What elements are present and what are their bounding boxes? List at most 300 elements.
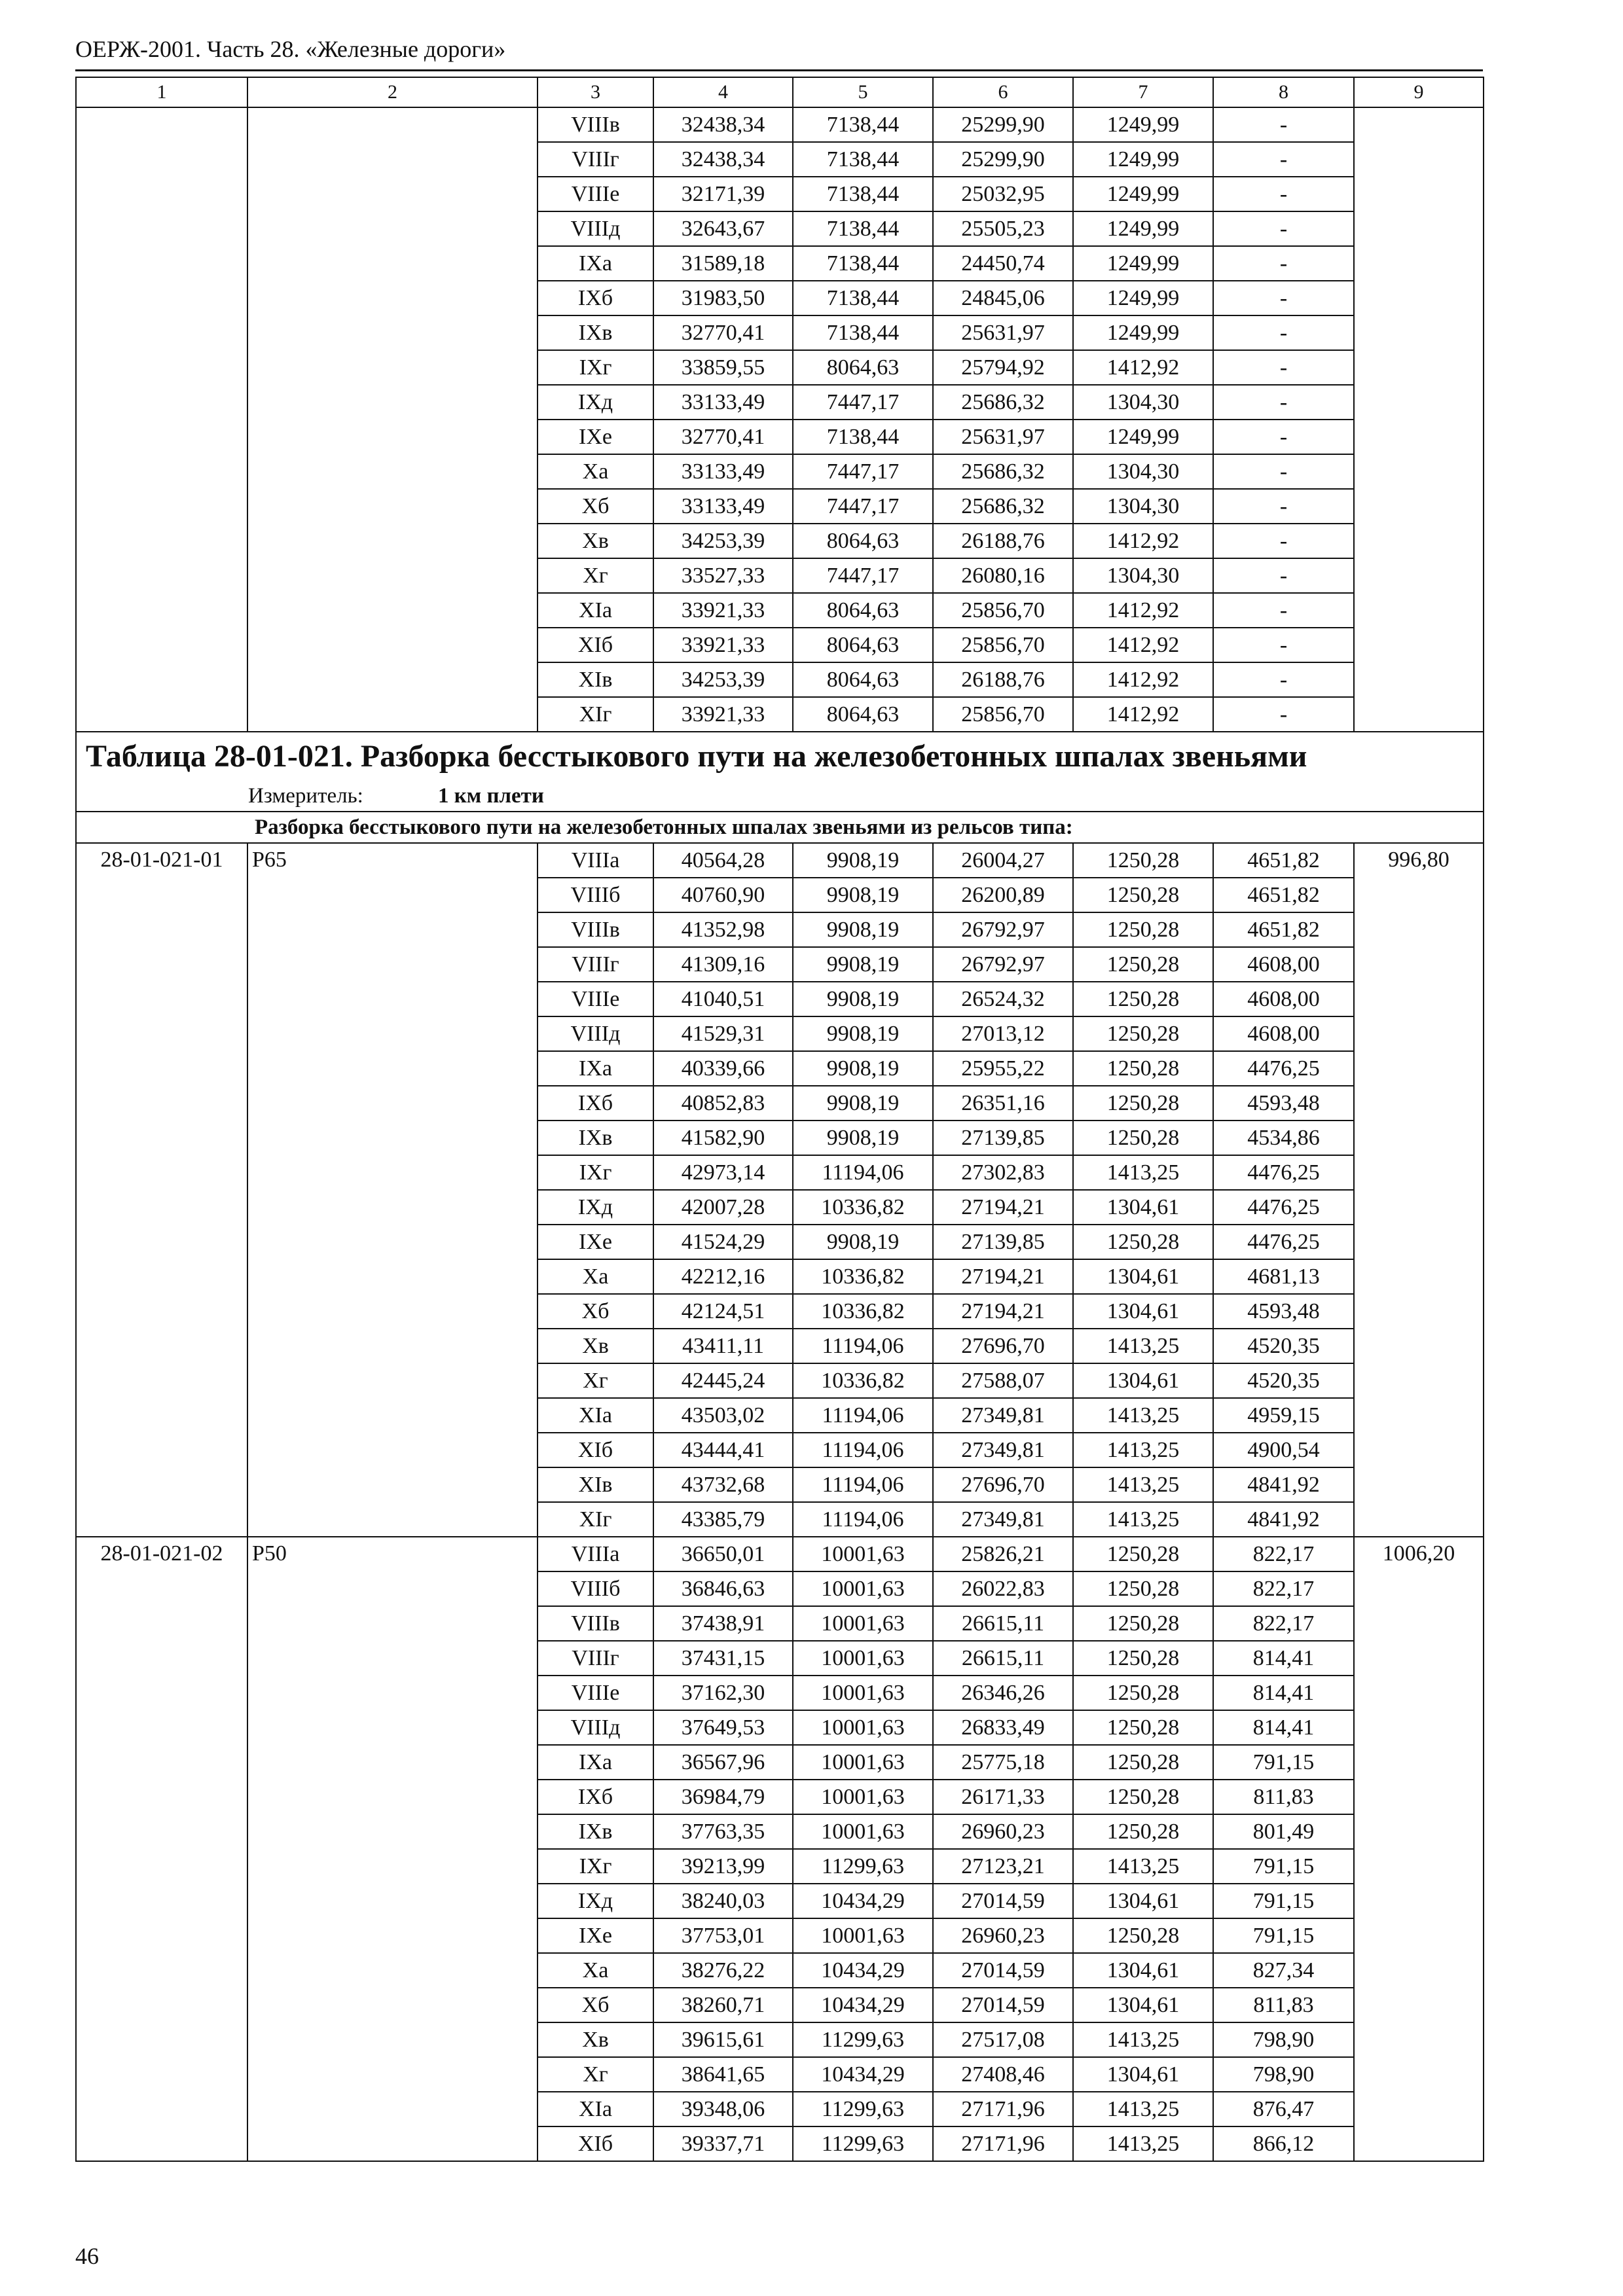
value-cell: - — [1213, 489, 1354, 524]
value-cell: 4593,48 — [1213, 1294, 1354, 1329]
value-cell: 9908,19 — [793, 1051, 933, 1086]
value-cell: 26960,23 — [933, 1814, 1073, 1849]
value-cell: 1413,25 — [1073, 1433, 1213, 1467]
value-cell: 11299,63 — [793, 2022, 933, 2057]
value-cell: 33527,33 — [653, 558, 793, 593]
subtype-cell: VIIIд — [538, 1710, 653, 1745]
subtype-cell: VIIIб — [538, 878, 653, 912]
value-cell: 9908,19 — [793, 1225, 933, 1259]
value-cell: 7138,44 — [793, 107, 933, 142]
value-cell: 4841,92 — [1213, 1467, 1354, 1502]
value-cell: 25686,32 — [933, 489, 1073, 524]
value-cell: 1250,28 — [1073, 1918, 1213, 1953]
value-cell: 10336,82 — [793, 1363, 933, 1398]
value-cell: 9908,19 — [793, 982, 933, 1016]
value-cell: 10336,82 — [793, 1190, 933, 1225]
value-cell: 27171,96 — [933, 2092, 1073, 2126]
value-cell: 1250,28 — [1073, 878, 1213, 912]
value-cell: 26022,83 — [933, 1571, 1073, 1606]
value-cell: 822,17 — [1213, 1606, 1354, 1641]
value-cell: 1304,30 — [1073, 489, 1213, 524]
value-cell: 25686,32 — [933, 385, 1073, 420]
value-cell: 10001,63 — [793, 1606, 933, 1641]
value-cell: 25856,70 — [933, 697, 1073, 732]
value-cell: 1412,92 — [1073, 697, 1213, 732]
rail-type-cell: Р65 — [247, 843, 538, 1537]
value-cell: 791,15 — [1213, 1745, 1354, 1780]
value-cell: 26188,76 — [933, 662, 1073, 697]
value-cell: 876,47 — [1213, 2092, 1354, 2126]
value-cell: 7447,17 — [793, 385, 933, 420]
value-cell: 27349,81 — [933, 1433, 1073, 1467]
value-cell: 4651,82 — [1213, 912, 1354, 947]
value-cell: 1250,28 — [1073, 982, 1213, 1016]
column-number: 8 — [1213, 77, 1354, 107]
value-cell: 38641,65 — [653, 2057, 793, 2092]
value-cell: 39337,71 — [653, 2126, 793, 2161]
column-number: 2 — [247, 77, 538, 107]
subtype-cell: IXд — [538, 385, 653, 420]
subtype-cell: Xг — [538, 558, 653, 593]
value-cell: 1304,61 — [1073, 2057, 1213, 2092]
value-cell: 43503,02 — [653, 1398, 793, 1433]
value-cell: 1304,61 — [1073, 1884, 1213, 1918]
value-cell: - — [1213, 107, 1354, 142]
value-cell: 814,41 — [1213, 1676, 1354, 1710]
subtype-cell: IXе — [538, 1918, 653, 1953]
subtype-cell: Xв — [538, 1329, 653, 1363]
subtype-cell: VIIIг — [538, 142, 653, 177]
value-cell: 25856,70 — [933, 593, 1073, 628]
unit-value: 1 км плети — [438, 784, 544, 808]
value-cell: 27517,08 — [933, 2022, 1073, 2057]
value-cell: 26615,11 — [933, 1606, 1073, 1641]
value-cell: 9908,19 — [793, 1121, 933, 1155]
table-row — [76, 1537, 1484, 1571]
value-cell: 27194,21 — [933, 1294, 1073, 1329]
subtype-cell: IXб — [538, 1086, 653, 1121]
subtype-cell: XIб — [538, 1433, 653, 1467]
value-cell: 25505,23 — [933, 211, 1073, 246]
value-cell: 4651,82 — [1213, 843, 1354, 878]
value-cell: 1250,28 — [1073, 1641, 1213, 1676]
subtype-cell: IXб — [538, 1780, 653, 1814]
value-cell: 1250,28 — [1073, 1086, 1213, 1121]
value-cell: 8064,63 — [793, 697, 933, 732]
value-cell: 1250,28 — [1073, 1121, 1213, 1155]
value-cell: 1250,28 — [1073, 1537, 1213, 1571]
norms-table — [75, 77, 1484, 2162]
subtype-cell: IXв — [538, 1121, 653, 1155]
value-cell: 40564,28 — [653, 843, 793, 878]
norm-code-cell: 28-01-021-02 — [76, 1537, 247, 2161]
value-cell: 7138,44 — [793, 246, 933, 281]
value-cell: 11299,63 — [793, 2126, 933, 2161]
value-cell: 11194,06 — [793, 1398, 933, 1433]
value-cell: 1304,61 — [1073, 1953, 1213, 1988]
value-cell: 1413,25 — [1073, 1502, 1213, 1537]
value-cell: 27302,83 — [933, 1155, 1073, 1190]
value-cell: 4608,00 — [1213, 982, 1354, 1016]
value-cell: 1250,28 — [1073, 947, 1213, 982]
value-cell: 7138,44 — [793, 281, 933, 315]
value-cell: 42124,51 — [653, 1294, 793, 1329]
value-cell: 798,90 — [1213, 2057, 1354, 2092]
value-cell: 36984,79 — [653, 1780, 793, 1814]
value-cell: 1413,25 — [1073, 1467, 1213, 1502]
value-cell: 27013,12 — [933, 1016, 1073, 1051]
subtype-cell: IXг — [538, 1849, 653, 1884]
value-cell: 25955,22 — [933, 1051, 1073, 1086]
value-cell: 10001,63 — [793, 1918, 933, 1953]
value-cell: 33859,55 — [653, 350, 793, 385]
value-cell: 32438,34 — [653, 107, 793, 142]
value-cell: 1412,92 — [1073, 350, 1213, 385]
value-cell: 1413,25 — [1073, 1155, 1213, 1190]
subtype-cell: Xа — [538, 1259, 653, 1294]
value-cell: 27696,70 — [933, 1329, 1073, 1363]
value-cell: 26524,32 — [933, 982, 1073, 1016]
value-cell: 39615,61 — [653, 2022, 793, 2057]
value-cell: - — [1213, 628, 1354, 662]
column-number: 1 — [76, 77, 247, 107]
page-number: 46 — [75, 2243, 99, 2269]
value-cell: 27139,85 — [933, 1225, 1073, 1259]
value-cell: 7138,44 — [793, 142, 933, 177]
value-cell: 7447,17 — [793, 558, 933, 593]
value-cell: 38260,71 — [653, 1988, 793, 2022]
value-cell: 26833,49 — [933, 1710, 1073, 1745]
value-cell: 24450,74 — [933, 246, 1073, 281]
value-cell: 866,12 — [1213, 2126, 1354, 2161]
unit-row — [76, 781, 1484, 812]
column-number-row — [76, 77, 1484, 107]
value-cell: 4520,35 — [1213, 1363, 1354, 1398]
value-cell: 43411,11 — [653, 1329, 793, 1363]
value-cell: 10434,29 — [793, 1884, 933, 1918]
norm-code-cell: 28-01-021-01 — [76, 843, 247, 1537]
value-cell: 25826,21 — [933, 1537, 1073, 1571]
value-cell: - — [1213, 350, 1354, 385]
subtype-cell: XIв — [538, 662, 653, 697]
value-cell: 41524,29 — [653, 1225, 793, 1259]
value-cell: 42445,24 — [653, 1363, 793, 1398]
value-cell: 4651,82 — [1213, 878, 1354, 912]
value-cell: - — [1213, 454, 1354, 489]
value-cell: - — [1213, 558, 1354, 593]
value-cell: 27194,21 — [933, 1259, 1073, 1294]
value-cell: 31589,18 — [653, 246, 793, 281]
column-number: 9 — [1354, 77, 1484, 107]
value-cell: 40760,90 — [653, 878, 793, 912]
value-cell: 32438,34 — [653, 142, 793, 177]
value-cell: 9908,19 — [793, 1016, 933, 1051]
value-cell: 43385,79 — [653, 1502, 793, 1537]
value-cell: 41040,51 — [653, 982, 793, 1016]
value-cell: 10336,82 — [793, 1294, 933, 1329]
value-cell: 39213,99 — [653, 1849, 793, 1884]
value-cell: 25299,90 — [933, 107, 1073, 142]
value-cell: 33133,49 — [653, 454, 793, 489]
table-body — [76, 77, 1484, 2161]
value-cell: 1304,61 — [1073, 1259, 1213, 1294]
value-cell: 32643,67 — [653, 211, 793, 246]
value-cell: 8064,63 — [793, 524, 933, 558]
value-cell: 1412,92 — [1073, 628, 1213, 662]
value-cell: 25775,18 — [933, 1745, 1073, 1780]
value-cell: 41529,31 — [653, 1016, 793, 1051]
subtype-cell: Xб — [538, 1294, 653, 1329]
value-cell: 26171,33 — [933, 1780, 1073, 1814]
value-cell: 801,49 — [1213, 1814, 1354, 1849]
value-cell: 36846,63 — [653, 1571, 793, 1606]
value-cell: 41352,98 — [653, 912, 793, 947]
subtype-cell: XIв — [538, 1467, 653, 1502]
subtype-cell: IXе — [538, 1225, 653, 1259]
value-cell: 27696,70 — [933, 1467, 1073, 1502]
value-cell: 814,41 — [1213, 1710, 1354, 1745]
value-cell: 25299,90 — [933, 142, 1073, 177]
value-cell: 10001,63 — [793, 1745, 933, 1780]
value-cell: 42973,14 — [653, 1155, 793, 1190]
value-cell: 9908,19 — [793, 947, 933, 982]
value-cell: 25032,95 — [933, 177, 1073, 211]
value-cell: 9908,19 — [793, 1086, 933, 1121]
value-cell: - — [1213, 142, 1354, 177]
value-cell: 1250,28 — [1073, 1676, 1213, 1710]
subtype-cell: VIIIе — [538, 177, 653, 211]
subtype-cell: IXд — [538, 1884, 653, 1918]
subtype-cell: VIIIе — [538, 1676, 653, 1710]
value-cell: - — [1213, 524, 1354, 558]
value-cell: 11299,63 — [793, 2092, 933, 2126]
value-cell: 1249,99 — [1073, 177, 1213, 211]
value-cell: 7138,44 — [793, 420, 933, 454]
value-cell: 32171,39 — [653, 177, 793, 211]
value-cell: 40852,83 — [653, 1086, 793, 1121]
value-cell: - — [1213, 246, 1354, 281]
value-cell: 27139,85 — [933, 1121, 1073, 1155]
value-cell: 4681,13 — [1213, 1259, 1354, 1294]
subtype-cell: Xа — [538, 454, 653, 489]
value-cell: 27349,81 — [933, 1398, 1073, 1433]
value-cell: 1304,61 — [1073, 1294, 1213, 1329]
value-cell: 33921,33 — [653, 628, 793, 662]
value-cell: 8064,63 — [793, 350, 933, 385]
value-cell: 27588,07 — [933, 1363, 1073, 1398]
value-cell: 7447,17 — [793, 454, 933, 489]
value-cell: 37162,30 — [653, 1676, 793, 1710]
value-cell: 1413,25 — [1073, 1398, 1213, 1433]
value-cell: 41582,90 — [653, 1121, 793, 1155]
value-cell: 1250,28 — [1073, 1571, 1213, 1606]
subtype-cell: XIг — [538, 1502, 653, 1537]
value-cell: 10001,63 — [793, 1537, 933, 1571]
value-cell: 25686,32 — [933, 454, 1073, 489]
blank-name-cell — [247, 107, 538, 732]
value-cell: 7138,44 — [793, 177, 933, 211]
subtype-cell: XIа — [538, 2092, 653, 2126]
subtype-cell: VIIIд — [538, 211, 653, 246]
value-cell: 9908,19 — [793, 843, 933, 878]
subtype-cell: IXг — [538, 1155, 653, 1190]
value-cell: 4608,00 — [1213, 1016, 1354, 1051]
value-cell: 10001,63 — [793, 1571, 933, 1606]
value-cell: 33133,49 — [653, 489, 793, 524]
value-cell: 1249,99 — [1073, 107, 1213, 142]
value-cell: 7447,17 — [793, 489, 933, 524]
subtype-cell: XIа — [538, 1398, 653, 1433]
column-number: 3 — [538, 77, 653, 107]
value-cell: 31983,50 — [653, 281, 793, 315]
value-cell: 7138,44 — [793, 211, 933, 246]
value-cell: 1304,30 — [1073, 558, 1213, 593]
value-cell: - — [1213, 315, 1354, 350]
value-cell: 1249,99 — [1073, 281, 1213, 315]
unit-label: Измеритель: — [248, 784, 363, 808]
subtype-cell: IXе — [538, 420, 653, 454]
subtype-cell: IXа — [538, 1745, 653, 1780]
value-cell: 1250,28 — [1073, 1051, 1213, 1086]
subtype-cell: VIIIв — [538, 107, 653, 142]
value-cell: - — [1213, 281, 1354, 315]
value-cell: 37438,91 — [653, 1606, 793, 1641]
blank-code-cell — [76, 107, 247, 732]
value-cell: 4608,00 — [1213, 947, 1354, 982]
page-header: ОЕРЖ-2001. Часть 28. «Железные дороги» — [75, 36, 506, 62]
subtype-cell: VIIIв — [538, 1606, 653, 1641]
section-heading: Разборка бесстыкового пути на железобетонных шпалах звеньями из рельсов типа: — [76, 812, 1484, 843]
value-cell: 1412,92 — [1073, 593, 1213, 628]
value-cell: 1250,28 — [1073, 1745, 1213, 1780]
subtype-cell: Xв — [538, 524, 653, 558]
value-cell: 1304,61 — [1073, 1988, 1213, 2022]
value-cell: 26004,27 — [933, 843, 1073, 878]
value-cell: 25856,70 — [933, 628, 1073, 662]
value-cell: 38240,03 — [653, 1884, 793, 1918]
value-cell: 1250,28 — [1073, 1606, 1213, 1641]
subtype-cell: IXв — [538, 315, 653, 350]
value-cell: 1250,28 — [1073, 1780, 1213, 1814]
table-row — [76, 107, 1484, 142]
value-cell: - — [1213, 662, 1354, 697]
value-cell: 10336,82 — [793, 1259, 933, 1294]
value-cell: 39348,06 — [653, 2092, 793, 2126]
value-cell: 27171,96 — [933, 2126, 1073, 2161]
column-number: 6 — [933, 77, 1073, 107]
subtype-cell: XIг — [538, 697, 653, 732]
column-number: 5 — [793, 77, 933, 107]
column-number: 7 — [1073, 77, 1213, 107]
value-cell: 1413,25 — [1073, 2126, 1213, 2161]
col9-value-cell: 996,80 — [1354, 843, 1484, 1537]
value-cell: 25631,97 — [933, 420, 1073, 454]
blank-col9-cell — [1354, 107, 1484, 732]
subtype-cell: IXа — [538, 246, 653, 281]
value-cell: 37431,15 — [653, 1641, 793, 1676]
subtype-cell: VIIIе — [538, 982, 653, 1016]
value-cell: 4476,25 — [1213, 1225, 1354, 1259]
subtype-cell: Xв — [538, 2022, 653, 2057]
subtype-cell: IXв — [538, 1814, 653, 1849]
value-cell: 811,83 — [1213, 1988, 1354, 2022]
value-cell: 1250,28 — [1073, 1814, 1213, 1849]
value-cell: 33921,33 — [653, 697, 793, 732]
value-cell: 1412,92 — [1073, 662, 1213, 697]
subtype-cell: Xб — [538, 1988, 653, 2022]
value-cell: 1413,25 — [1073, 2092, 1213, 2126]
header-rule — [75, 69, 1483, 71]
subtype-cell: XIб — [538, 2126, 653, 2161]
subtype-cell: VIIIд — [538, 1016, 653, 1051]
section-heading-row — [76, 812, 1484, 843]
value-cell: 1250,28 — [1073, 1016, 1213, 1051]
value-cell: 36650,01 — [653, 1537, 793, 1571]
unit-cell — [76, 781, 1484, 812]
value-cell: 37763,35 — [653, 1814, 793, 1849]
value-cell: 791,15 — [1213, 1918, 1354, 1953]
value-cell: 8064,63 — [793, 628, 933, 662]
value-cell: 26188,76 — [933, 524, 1073, 558]
value-cell: - — [1213, 385, 1354, 420]
value-cell: 4959,15 — [1213, 1398, 1354, 1433]
column-number: 4 — [653, 77, 793, 107]
value-cell: 26792,97 — [933, 912, 1073, 947]
rail-type-cell: Р50 — [247, 1537, 538, 2161]
value-cell: 26792,97 — [933, 947, 1073, 982]
value-cell: 822,17 — [1213, 1537, 1354, 1571]
value-cell: 9908,19 — [793, 912, 933, 947]
subtype-cell: IXб — [538, 281, 653, 315]
value-cell: 4520,35 — [1213, 1329, 1354, 1363]
value-cell: 7138,44 — [793, 315, 933, 350]
value-cell: - — [1213, 211, 1354, 246]
value-cell: 1413,25 — [1073, 1849, 1213, 1884]
value-cell: 27349,81 — [933, 1502, 1073, 1537]
value-cell: 43732,68 — [653, 1467, 793, 1502]
value-cell: 33921,33 — [653, 593, 793, 628]
value-cell: 822,17 — [1213, 1571, 1354, 1606]
value-cell: 10434,29 — [793, 1953, 933, 1988]
subtype-cell: VIIIг — [538, 1641, 653, 1676]
value-cell: - — [1213, 593, 1354, 628]
value-cell: 827,34 — [1213, 1953, 1354, 1988]
value-cell: 11194,06 — [793, 1467, 933, 1502]
value-cell: 37649,53 — [653, 1710, 793, 1745]
table-title-row — [76, 732, 1484, 781]
value-cell: 26960,23 — [933, 1918, 1073, 1953]
subtype-cell: IXг — [538, 350, 653, 385]
value-cell: 26346,26 — [933, 1676, 1073, 1710]
value-cell: 10001,63 — [793, 1814, 933, 1849]
value-cell: 38276,22 — [653, 1953, 793, 1988]
value-cell: 1250,28 — [1073, 1710, 1213, 1745]
value-cell: 1249,99 — [1073, 246, 1213, 281]
col9-value-cell: 1006,20 — [1354, 1537, 1484, 2161]
value-cell: 42007,28 — [653, 1190, 793, 1225]
value-cell: 42212,16 — [653, 1259, 793, 1294]
value-cell: 40339,66 — [653, 1051, 793, 1086]
value-cell: 1413,25 — [1073, 1329, 1213, 1363]
value-cell: 11194,06 — [793, 1155, 933, 1190]
value-cell: 24845,06 — [933, 281, 1073, 315]
value-cell: 27014,59 — [933, 1953, 1073, 1988]
value-cell: 27014,59 — [933, 1988, 1073, 2022]
subtype-cell: VIIIг — [538, 947, 653, 982]
value-cell: 26200,89 — [933, 878, 1073, 912]
value-cell: 1412,92 — [1073, 524, 1213, 558]
value-cell: 43444,41 — [653, 1433, 793, 1467]
